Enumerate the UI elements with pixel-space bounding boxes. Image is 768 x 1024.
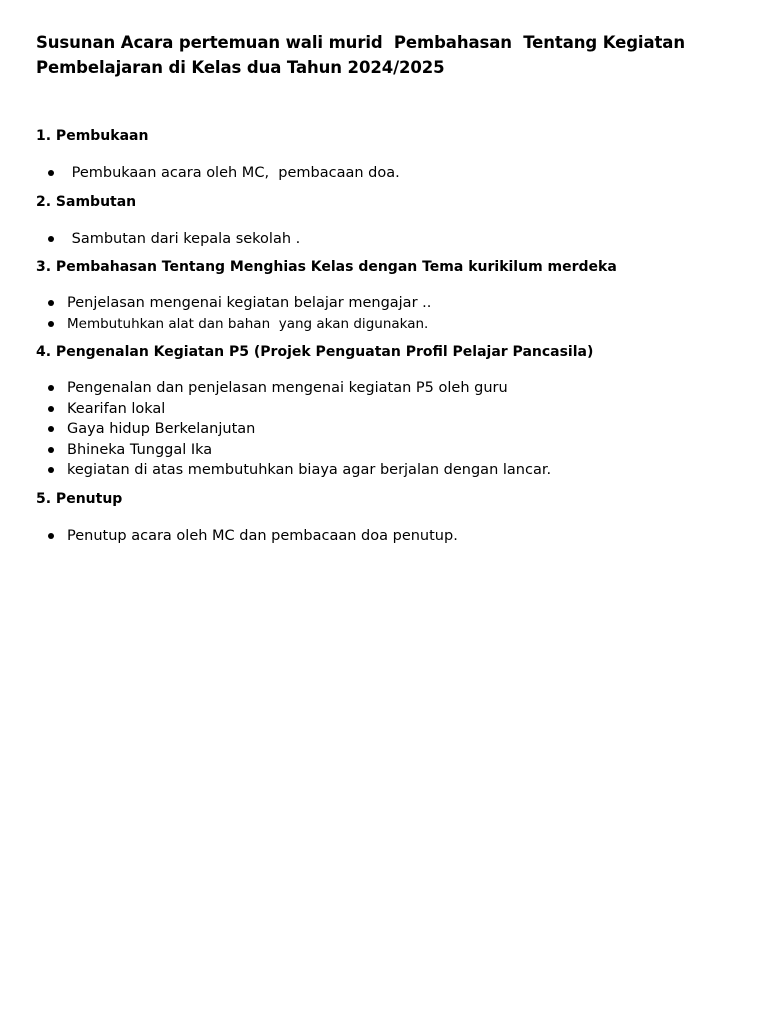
list-item (48, 399, 732, 420)
document-title: Susunan Acara pertemuan wali murid Pembahasan Tentang Kegiatan Pembelajaran di Kelas dua Tahun 2024/2025 (36, 33, 691, 77)
agenda-sections (36, 126, 732, 546)
section-penutup (36, 489, 732, 547)
bullet-icon (48, 426, 54, 432)
bullet-icon (48, 406, 54, 412)
section-pembahasan (36, 257, 732, 334)
bullet-list (36, 229, 732, 250)
bullet-list (36, 163, 732, 184)
list-item-text: Kearifan lokal (67, 400, 166, 417)
bullet-icon (48, 170, 54, 176)
list-item-text: Penutup acara oleh MC dan pembacaan doa penutup. (67, 527, 458, 544)
list-item (48, 378, 732, 399)
list-item-text: Penjelasan mengenai kegiatan belajar mengajar .. (67, 295, 432, 311)
list-item (48, 440, 732, 461)
section-p5 (36, 342, 732, 481)
section-pembukaan (36, 126, 732, 184)
bullet-icon (48, 385, 54, 391)
list-item-text: Bhineka Tunggal Ika (67, 441, 213, 458)
bullet-list (36, 526, 732, 547)
list-item (48, 419, 732, 440)
list-item-text: Sambutan dari kepala sekolah . (67, 230, 301, 247)
list-item (48, 460, 732, 481)
list-item-text: kegiatan di atas membutuhkan biaya agar berjalan dengan lancar. (67, 462, 552, 478)
section-heading: 3. Pembahasan Tentang Menghias Kelas dengan Tema kurikilum merdeka (36, 259, 617, 275)
list-item (48, 293, 732, 314)
section-heading: 1. Pembukaan (36, 128, 149, 144)
list-item-text: Membutuhkan alat dan bahan yang akan digunakan. (67, 315, 429, 332)
list-item (48, 314, 732, 335)
list-item-text: Pembukaan acara oleh MC, pembacaan doa. (67, 165, 400, 181)
bullet-icon (48, 300, 54, 306)
bullet-icon (48, 467, 54, 473)
list-item (48, 229, 732, 250)
bullet-icon (48, 447, 54, 453)
bullet-icon (48, 321, 54, 327)
section-sambutan (36, 192, 732, 250)
list-item-text: Pengenalan dan penjelasan mengenai kegiatan P5 oleh guru (67, 380, 508, 396)
list-item (48, 163, 732, 184)
bullet-list (36, 378, 732, 481)
section-heading: 5. Penutup (36, 490, 123, 507)
list-item (48, 526, 732, 547)
section-heading: 4. Pengenalan Kegiatan P5 (Projek Penguatan Profil Pelajar Pancasila) (36, 344, 594, 360)
bullet-icon (48, 236, 54, 242)
bullet-icon (48, 533, 54, 539)
section-heading: 2. Sambutan (36, 193, 137, 210)
bullet-list (36, 293, 732, 334)
list-item-text: Gaya hidup Berkelanjutan (67, 421, 256, 437)
